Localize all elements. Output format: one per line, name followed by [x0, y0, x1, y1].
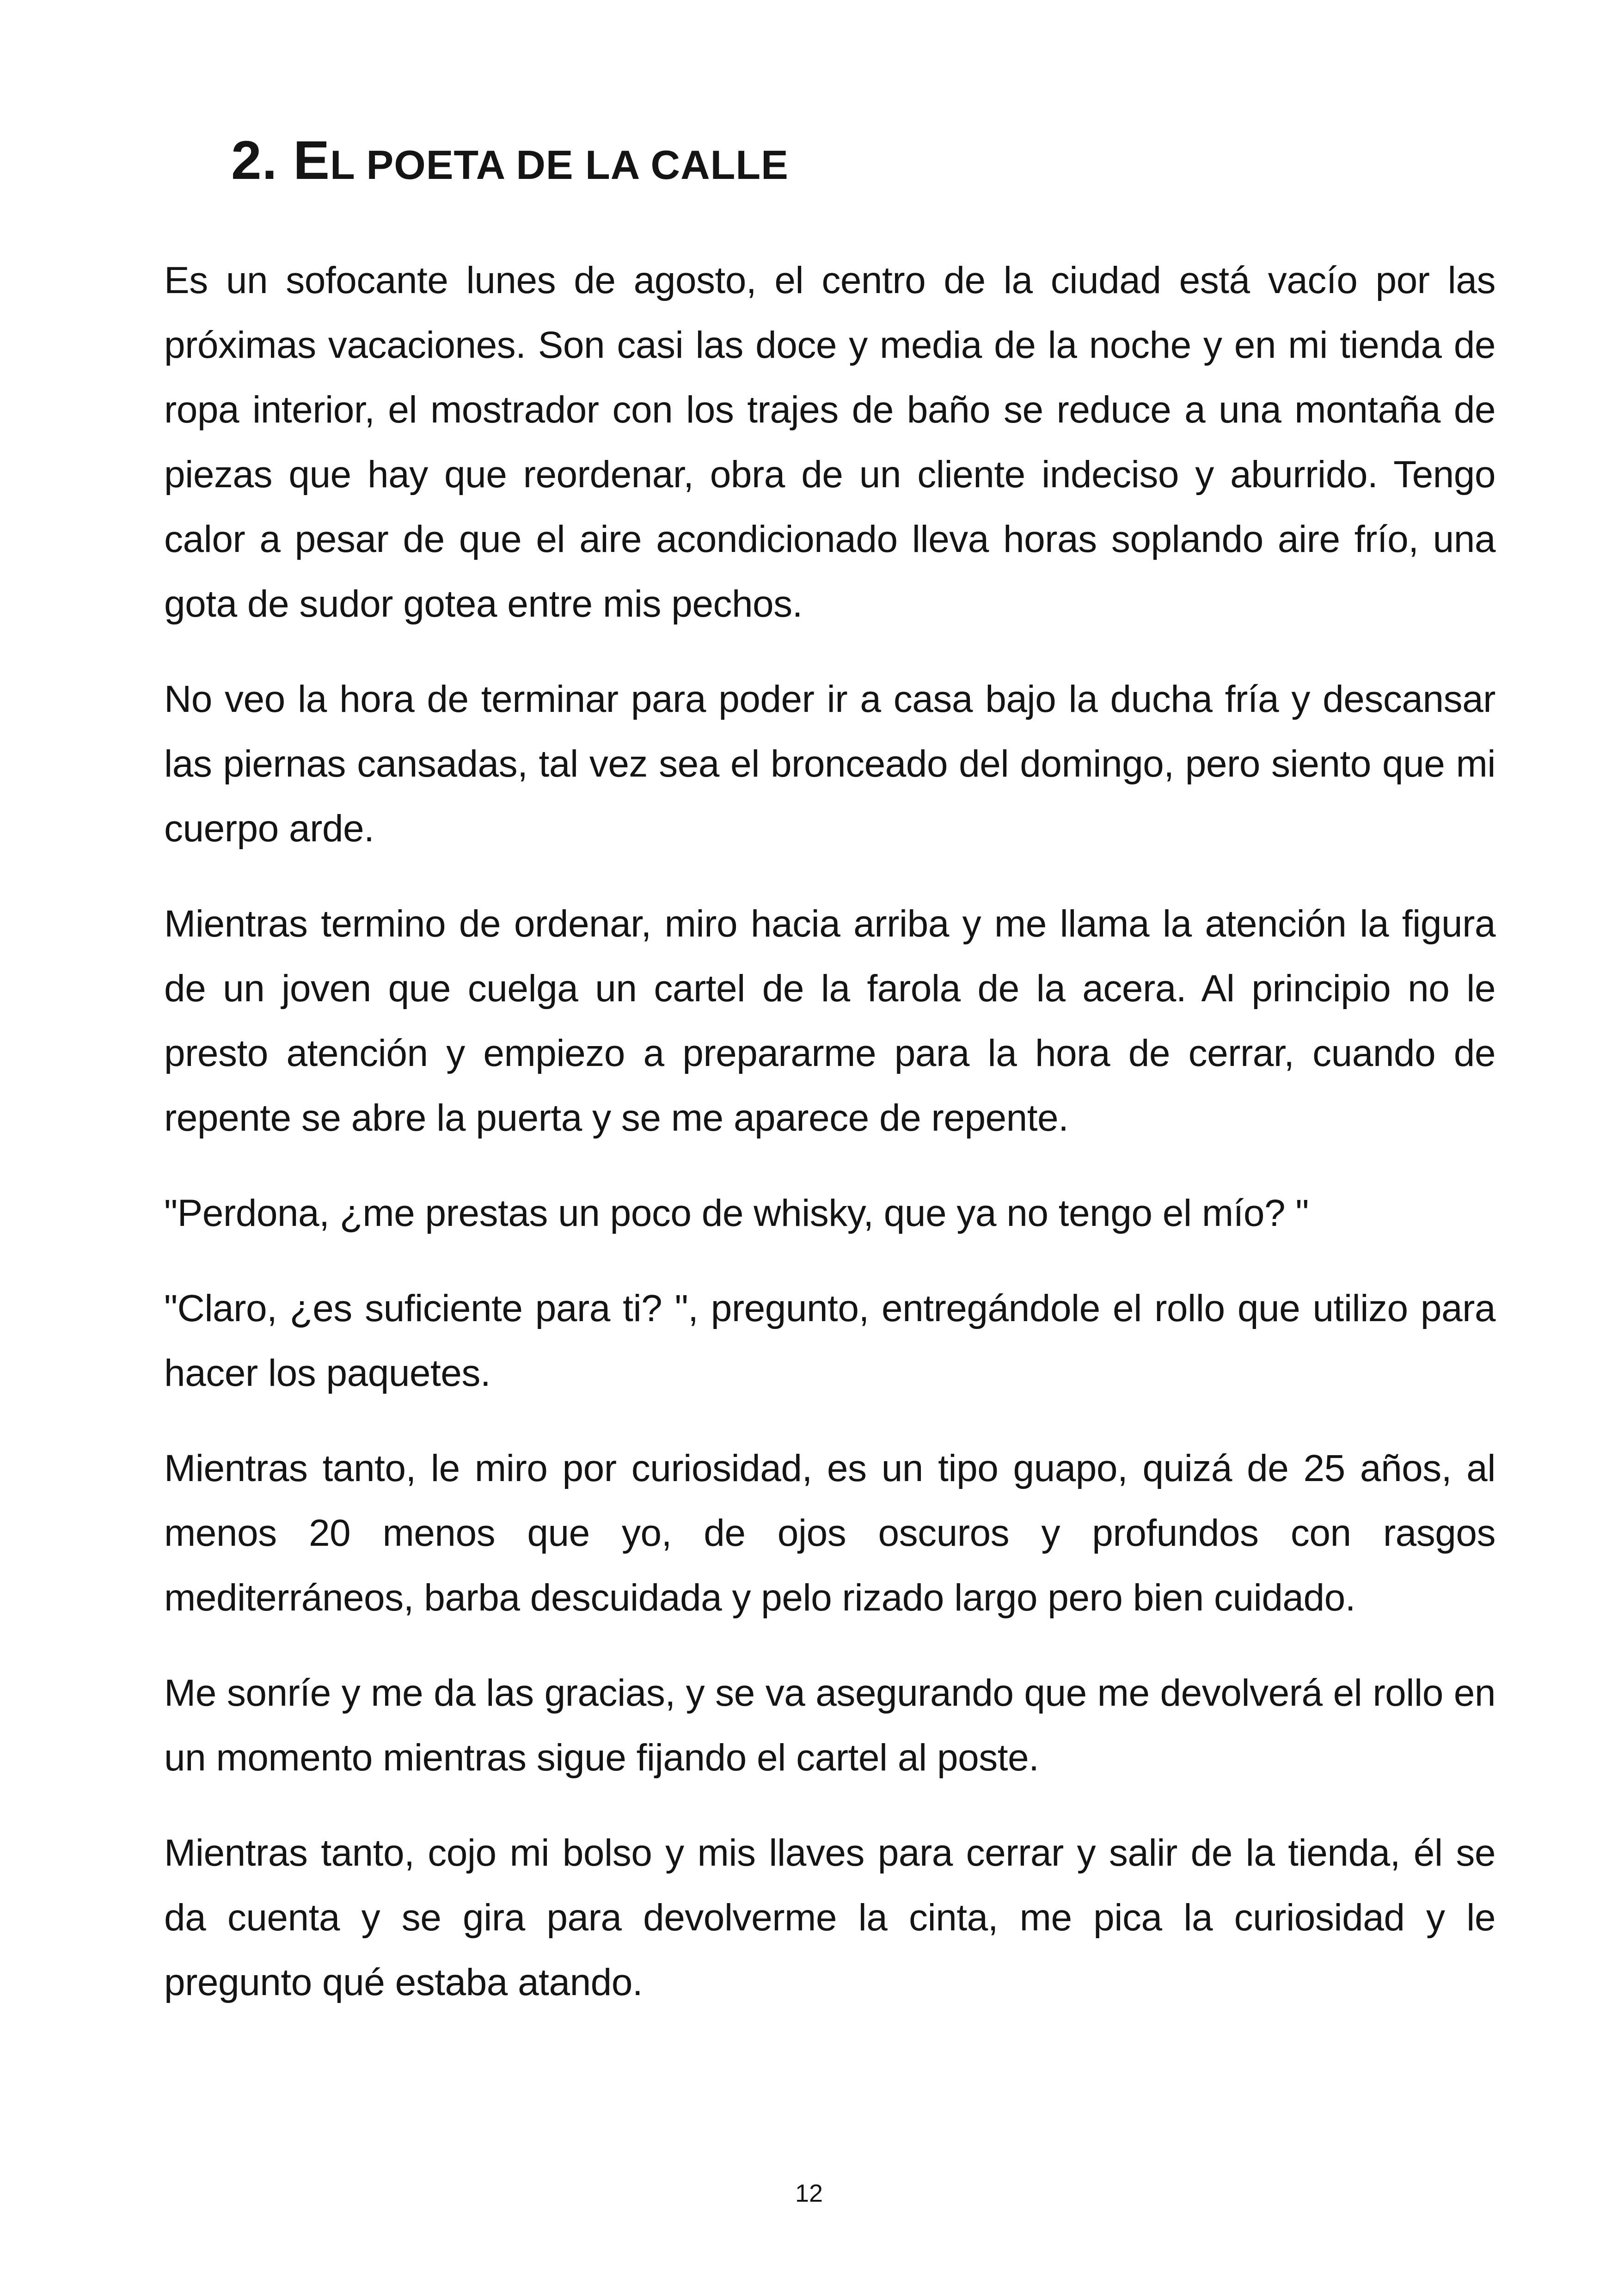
paragraph: Mientras tanto, cojo mi bolso y mis llaves para cerrar y salir de la tienda, él se da cuenta y se gira para devolverme la cinta, me pica la curiosidad y le pregunto qué estaba atando.	[164, 1832, 1495, 2003]
chapter-number: 2.	[231, 130, 278, 191]
chapter-title	[231, 121, 789, 204]
paragraph: Me sonríe y me da las gracias, y se va asegurando que me devolverá el rollo en un momento mientras sigue fijando el cartel al poste.	[164, 1672, 1495, 1779]
chapter-title-initial: E	[293, 130, 330, 191]
paragraph: "Perdona, ¿me prestas un poco de whisky, que ya no tengo el mío? "	[164, 1192, 1309, 1234]
paragraph: "Claro, ¿es suficiente para ti? ", pregunto, entregándole el rollo que utilizo para hacer los paquetes.	[164, 1287, 1495, 1394]
chapter-title-rest: L POETA DE LA CALLE	[330, 142, 789, 188]
paragraph: Mientras tanto, le miro por curiosidad, es un tipo guapo, quizá de 25 años, al menos 20 menos que yo, de ojos oscuros y profundos con rasgos mediterráneos, barba descuidada y pelo rizado largo pero bien cuidado.	[164, 1447, 1495, 1619]
paragraph: Es un sofocante lunes de agosto, el centro de la ciudad está vacío por las próximas vacaciones. Son casi las doce y media de la noche y en mi tienda de ropa interior, el mostrador con los trajes de baño se reduce a una montaña de piezas que hay que reordenar, obra de un cliente indeciso y aburrido. Tengo calor a pesar de que el aire acondicionado lleva horas soplando aire frío, una gota de sudor gotea entre mis pechos.	[164, 259, 1495, 625]
page-number: 12	[795, 2180, 823, 2207]
chapter-body	[164, 248, 1495, 2045]
paragraph: Mientras termino de ordenar, miro hacia arriba y me llama la atención la figura de un joven que cuelga un cartel de la farola de la acera. Al principio no le presto atención y empiezo a prepararme para la hora de cerrar, cuando de repente se abre la puerta y se me aparece de repente.	[164, 903, 1495, 1139]
paragraph: No veo la hora de terminar para poder ir a casa bajo la ducha fría y descansar las piernas cansadas, tal vez sea el bronceado del domingo, pero siento que mi cuerpo arde.	[164, 678, 1495, 850]
